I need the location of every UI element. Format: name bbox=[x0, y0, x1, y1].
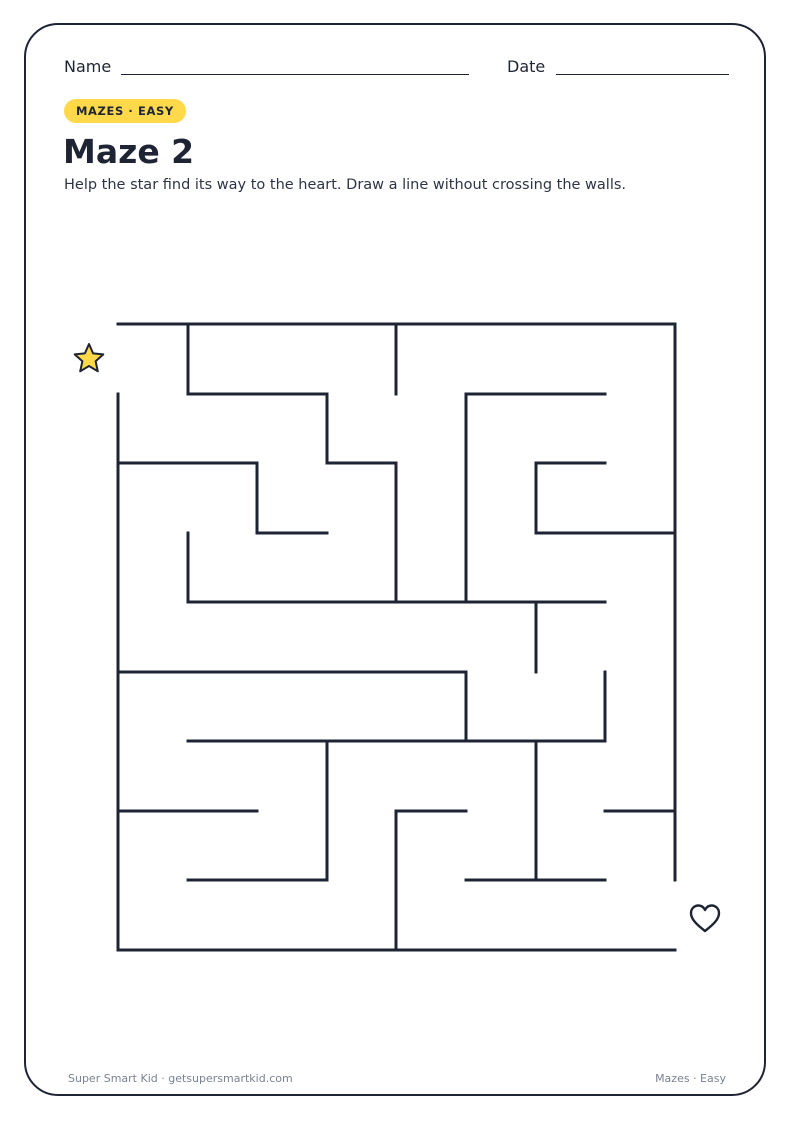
page-title: Maze 2 bbox=[63, 132, 195, 171]
instructions-text: Help the star find its way to the heart. Draw a line without crossing the walls. bbox=[64, 177, 627, 193]
name-label: Name bbox=[64, 57, 112, 76]
heart-icon bbox=[688, 902, 722, 934]
date-label: Date bbox=[507, 57, 546, 76]
category-badge: MAZES · EASY bbox=[64, 99, 186, 123]
star-icon bbox=[71, 341, 107, 377]
footer-category: Mazes · Easy bbox=[655, 1072, 726, 1085]
maze-walls bbox=[118, 324, 675, 950]
footer-brand: Super Smart Kid · getsupersmartkid.com bbox=[68, 1072, 293, 1085]
